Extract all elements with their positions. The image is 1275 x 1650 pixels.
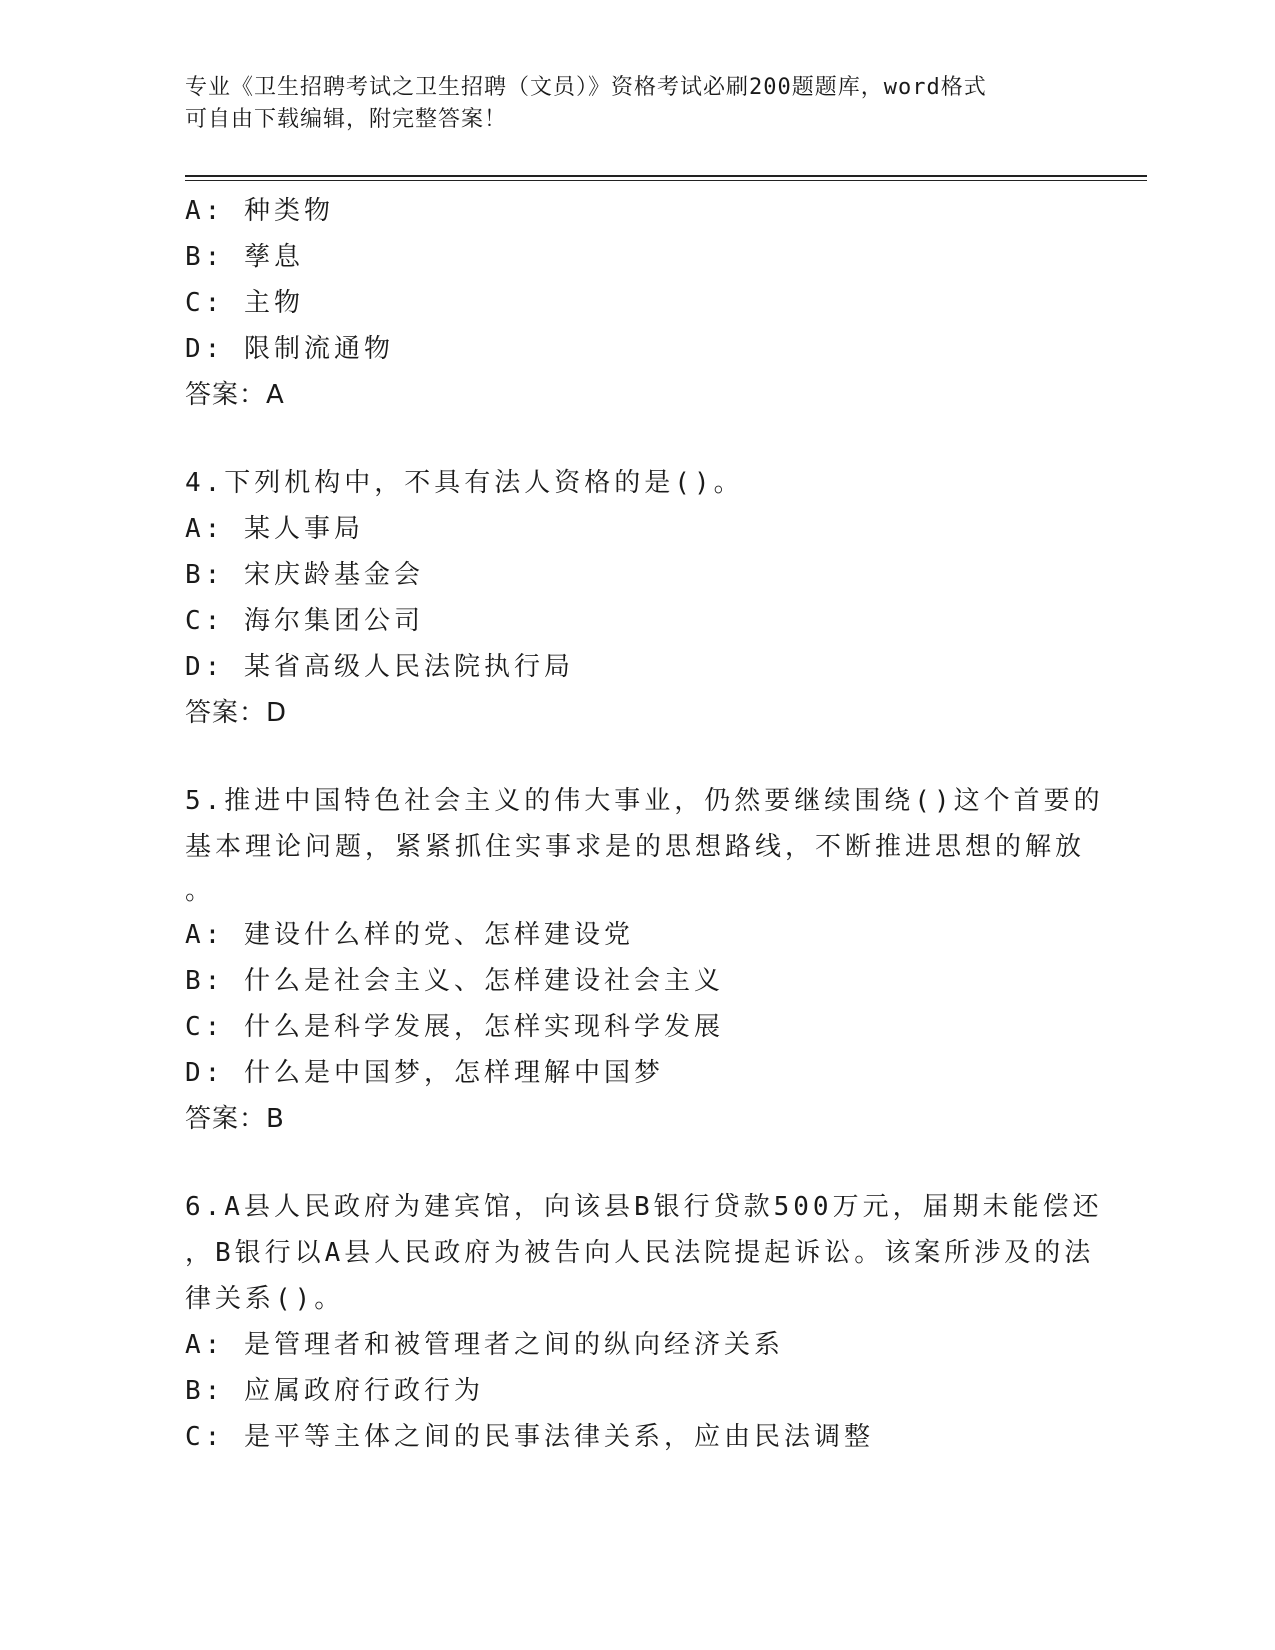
- question-4-block: [185, 460, 1085, 736]
- option-b: B: 孳息: [185, 242, 304, 272]
- header-title-line-2: 可自由下载编辑，附完整答案！: [185, 107, 508, 132]
- question-stem: 。: [185, 876, 216, 906]
- answer-label: 答案：A: [185, 380, 285, 410]
- question-stem: 4.下列机构中，不具有法人资格的是()。: [185, 468, 744, 498]
- option-d: D: 限制流通物: [185, 334, 394, 364]
- answer-label: 答案：D: [185, 698, 288, 728]
- question-3-block: [185, 188, 1085, 418]
- option-c: C: 是平等主体之间的民事法律关系，应由民法调整: [185, 1422, 874, 1452]
- question-list: [185, 188, 1104, 1460]
- header-title-line-1: 专业《卫生招聘考试之卫生招聘（文员）》资格考试必刷200题题库，word格式: [185, 75, 987, 100]
- question-stem: ，B银行以A县人民政府为被告向人民法院提起诉讼。该案所涉及的法: [185, 1238, 1095, 1268]
- spacer: [185, 418, 1085, 460]
- option-d: D: 什么是中国梦，怎样理解中国梦: [185, 1058, 664, 1088]
- option-a: A: 某人事局: [185, 514, 364, 544]
- question-5-block: [185, 778, 1104, 1142]
- question-stem: 5.推进中国特色社会主义的伟大事业，仍然要继续围绕()这个首要的: [185, 786, 1104, 816]
- option-b: B: 应属政府行政行为: [185, 1376, 484, 1406]
- option-b: B: 什么是社会主义、怎样建设社会主义: [185, 966, 724, 996]
- question-stem: 基本理论问题，紧紧抓住实事求是的思想路线，不断推进思想的解放: [185, 832, 1086, 862]
- option-c: C: 什么是科学发展，怎样实现科学发展: [185, 1012, 724, 1042]
- spacer: [185, 736, 1085, 778]
- option-c: C: 海尔集团公司: [185, 606, 424, 636]
- option-d: D: 某省高级人民法院执行局: [185, 652, 574, 682]
- document-header: [185, 72, 1065, 136]
- option-a: A: 是管理者和被管理者之间的纵向经济关系: [185, 1330, 784, 1360]
- option-c: C: 主物: [185, 288, 304, 318]
- option-a: A: 建设什么样的党、怎样建设党: [185, 920, 634, 950]
- question-stem: 律关系()。: [185, 1284, 345, 1314]
- option-b: B: 宋庆龄基金会: [185, 560, 424, 590]
- header-divider: [185, 175, 1147, 181]
- option-a: A: 种类物: [185, 196, 334, 226]
- answer-label: 答案：B: [185, 1104, 285, 1134]
- question-6-block: [185, 1184, 1103, 1460]
- spacer: [185, 1142, 1085, 1184]
- question-stem: 6.A县人民政府为建宾馆，向该县B银行贷款500万元，届期未能偿还: [185, 1192, 1103, 1222]
